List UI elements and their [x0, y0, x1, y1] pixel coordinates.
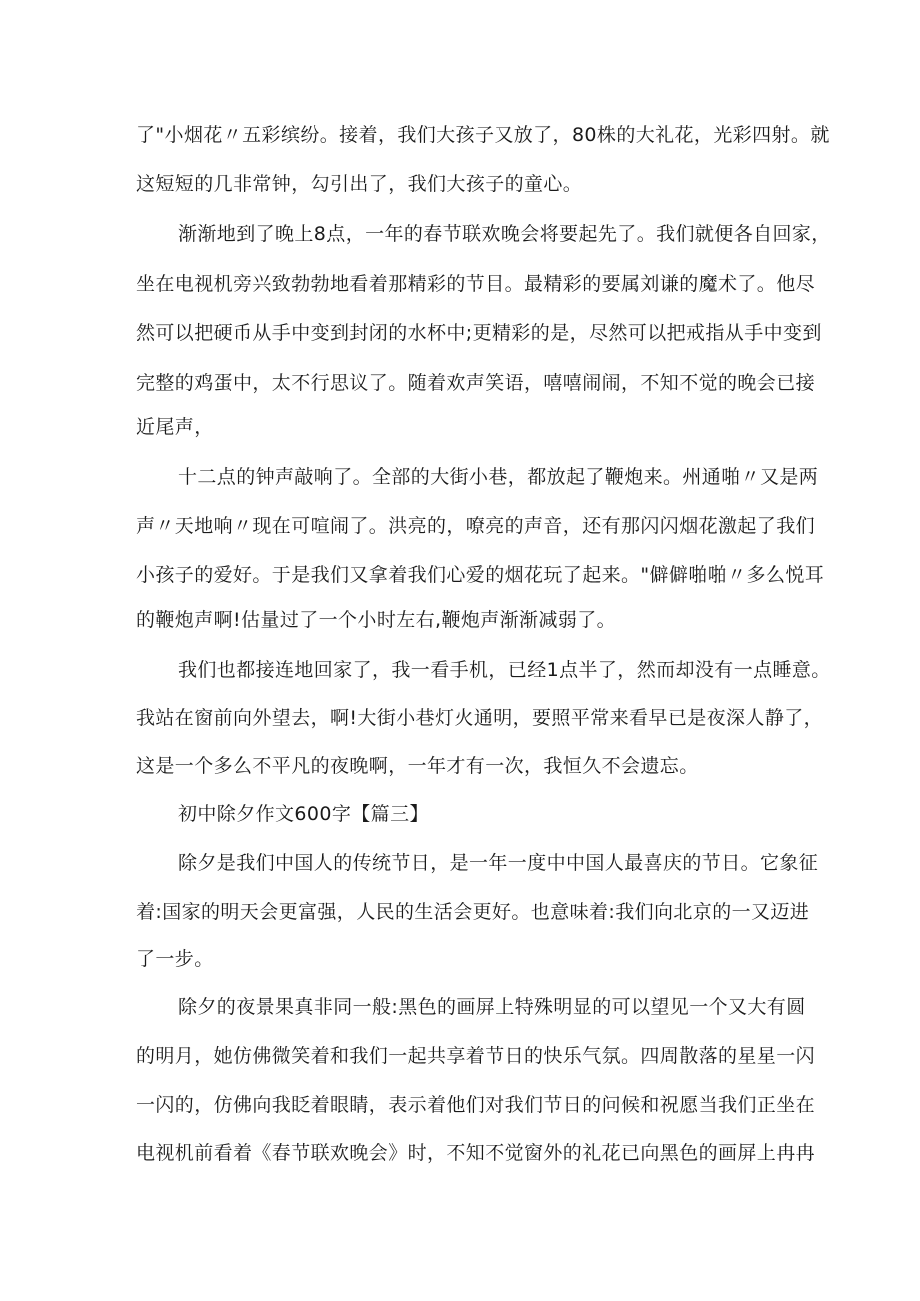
text-line: 我站在窗前向外望去，啊!大街小巷灯火通明，要照平常来看早已是夜深人静了， — [136, 707, 824, 729]
text-line: 十二点的钟声敲响了。全部的大街小巷，都放起了鞭炮来。州通啪〃又是两 — [178, 466, 819, 488]
text-line: 这是一个多么不平凡的夜晚啊，一年才有一次，我恒久不会遗忘。 — [136, 755, 699, 777]
text-line: 了"小烟花〃五彩缤纷。接着，我们大孩子又放了，80株的大礼花，光彩四射。就 — [136, 124, 830, 146]
text-line: 我们也都接连地回家了，我一看手机，已经1点半了，然而却没有一点睡意。 — [178, 659, 831, 681]
section-title: 初中除夕作文600字【篇三】 — [178, 803, 429, 825]
text-line: 除夕是我们中国人的传统节日，是一年一度中中国人最喜庆的节日。它象征 — [178, 852, 819, 874]
text-line: 电视机前看着《春节联欢晚会》时，不知不觉窗外的礼花已向黑色的画屏上冉冉 — [136, 1142, 816, 1164]
text-line: 然可以把硬币从手中变到封闭的水杯中;更精彩的是，尽然可以把戒指从手中变到 — [136, 322, 822, 344]
text-line: 小孩子的爱好。于是我们又拿着我们心爱的烟花玩了起来。"僻僻啪啪〃多么悦耳 — [136, 564, 825, 586]
text-line: 着:国家的明天会更富强，人民的生活会更好。也意味着:我们向北京的一又迈进 — [136, 901, 810, 923]
text-line: 这短短的几非常钟，勾引出了，我们大孩子的童心。 — [136, 173, 583, 195]
text-line: 一闪的，仿佛向我眨着眼睛，表示着他们对我们节日的问候和祝愿当我们正坐在 — [136, 1094, 816, 1116]
text-line: 近尾声， — [136, 416, 214, 438]
text-line: 了一步。 — [136, 948, 214, 970]
text-line: 渐渐地到了晚上8点，一年的春节联欢晚会将要起先了。我们就便各自回家， — [178, 223, 831, 245]
text-line: 的鞭炮声啊!估量过了一个小时左右,鞭炮声渐渐减弱了。 — [136, 609, 617, 631]
text-line: 坐在电视机旁兴致勃勃地看着那精彩的节目。最精彩的要属刘谦的魔术了。他尽 — [136, 273, 816, 295]
text-line: 声〃天地响〃现在可喧闹了。洪亮的，嘹亮的声音，还有那闪闪烟花激起了我们 — [136, 515, 816, 537]
text-line: 完整的鸡蛋中，太不行思议了。随着欢声笑语，嘻嘻闹闹，不知不觉的晚会已接 — [136, 372, 816, 394]
text-line: 的明月，她仿佛微笑着和我们一起共享着节日的快乐气氛。四周散落的星星一闪 — [136, 1045, 816, 1067]
text-line: 除夕的夜景果真非同一般:黑色的画屏上特殊明显的可以望见一个又大有圆 — [178, 996, 806, 1018]
